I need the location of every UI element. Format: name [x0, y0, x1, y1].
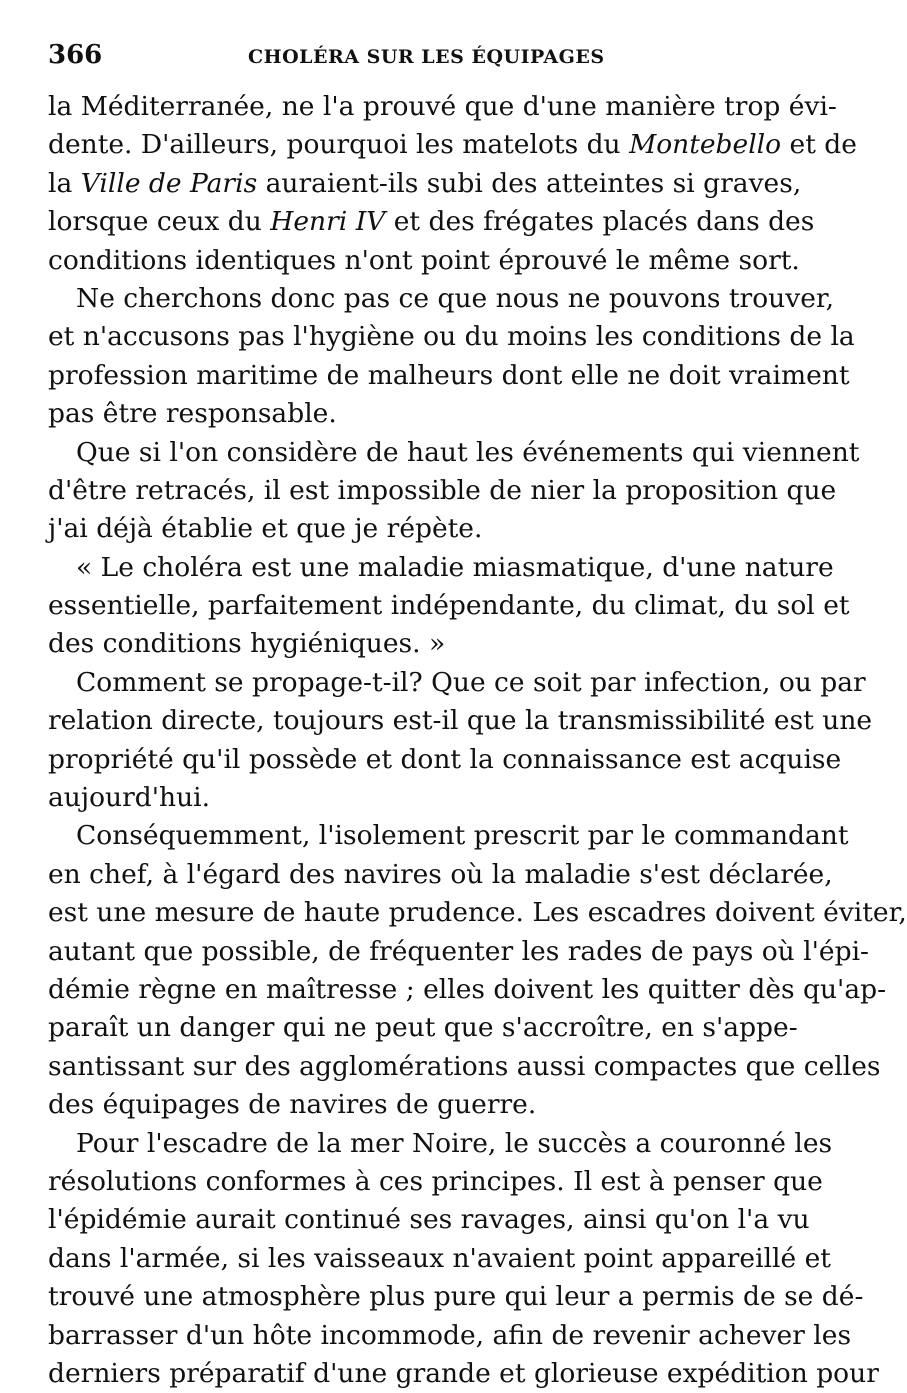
line-text: barrasser d'un hôte incommode, afin de revenir achever les — [48, 1319, 852, 1351]
line-text: en chef, à l'égard des navires où la maladie s'est déclarée, — [48, 858, 833, 890]
text-line — [48, 625, 762, 663]
line-text: la Méditerranée, ne l'a prouvé que d'une manière trop évi- — [48, 91, 837, 122]
body-text — [48, 88, 907, 1393]
line-text: aujourd'hui. — [48, 782, 211, 814]
line-text: résolutions conformes à ces principes. Il est à penser que — [48, 1165, 823, 1197]
text-line — [48, 1355, 879, 1393]
line-text: « Le choléra est une maladie miasmatique, d'une nature — [76, 551, 834, 583]
line-text: Comment se propage-t-il? Que ce soit par infection, ou par — [76, 666, 866, 698]
line-text: est une mesure de haute prudence. Les escadres doivent éviter, — [48, 897, 907, 929]
text-line — [48, 357, 850, 395]
line-text: propriété qu'il possède et dont la connaissance est acquise — [48, 743, 842, 775]
line-text: des conditions hygiéniques. » — [48, 628, 446, 660]
line-text: des équipages de navires de guerre. — [48, 1089, 537, 1121]
line-text: l'épidémie aurait continué ses ravages, ainsi qu'on l'a vu — [48, 1204, 810, 1236]
line-text: essentielle, parfaitement indépendante, du climat, du sol et — [48, 590, 850, 622]
text-line — [48, 472, 837, 510]
text-line — [48, 1086, 762, 1124]
text-line — [48, 1201, 810, 1239]
line-text: dente. D'ailleurs, pourquoi les matelots du — [48, 129, 621, 161]
line-text: d'être retracés, il est impossible de nier la proposition que — [48, 474, 837, 506]
text-line — [48, 280, 835, 318]
line-text: Conséquemment, l'isolement prescrit par le commandant — [76, 820, 849, 852]
text-line — [48, 510, 762, 548]
text-line — [48, 126, 857, 164]
text-line — [48, 702, 873, 740]
text-line — [48, 894, 907, 932]
line-text: et n'accusons pas l'hygiène ou du moins les conditions de la — [48, 321, 855, 353]
line-text: Pour l'escadre de la mer Noire, le succès a couronné les — [76, 1127, 833, 1159]
text-line — [48, 933, 870, 971]
text-line — [48, 88, 837, 126]
line-text: lorsque ceux du — [48, 206, 262, 238]
text-line — [48, 1240, 831, 1278]
text-line — [48, 741, 842, 779]
line-text: la — [48, 167, 73, 199]
italic-title: Henri IV — [270, 206, 386, 238]
line-text: auraient-ils subi des atteintes si graves, — [265, 167, 802, 199]
text-line — [48, 664, 866, 702]
text-line — [48, 242, 800, 280]
text-line — [48, 971, 887, 1009]
text-line — [48, 817, 849, 855]
line-text: et des frégates placés dans des — [393, 206, 815, 238]
text-line — [48, 1048, 881, 1086]
line-text: et de — [789, 129, 857, 161]
text-line — [48, 1278, 864, 1316]
line-text: profession maritime de malheurs dont elle ne doit vraiment — [48, 359, 850, 391]
text-line — [48, 779, 762, 817]
line-text: dans l'armée, si les vaisseaux n'avaient point appareillé et — [48, 1242, 831, 1274]
text-line — [48, 1009, 798, 1047]
text-line — [48, 434, 860, 472]
italic-title: Montebello — [629, 129, 782, 161]
line-text: paraît un danger qui ne peut que s'accroître, en s'appe- — [48, 1012, 798, 1044]
page-number: 366 — [48, 40, 103, 70]
line-text: Ne cherchons donc pas ce que nous ne pouvons trouver, — [76, 282, 835, 314]
line-text: conditions identiques n'ont point éprouvé le même sort. — [48, 244, 800, 276]
page-header — [48, 40, 762, 82]
text-line — [48, 856, 833, 894]
text-line — [48, 203, 815, 241]
line-text: relation directe, toujours est-il que la transmissibilité est une — [48, 705, 873, 737]
text-line — [48, 395, 762, 433]
text-line — [48, 1125, 833, 1163]
line-text: trouvé une atmosphère plus pure qui leur a permis de se dé- — [48, 1281, 864, 1313]
line-text: pas être responsable. — [48, 398, 337, 430]
italic-title: Ville de Paris — [80, 167, 258, 199]
line-text: derniers préparatif d'une grande et glorieuse expédition pour — [48, 1357, 879, 1389]
text-line — [48, 549, 834, 587]
line-text: Que si l'on considère de haut les événements qui viennent — [76, 436, 860, 468]
line-text: santissant sur des agglomérations aussi compactes que celles — [48, 1050, 881, 1082]
line-text: j'ai déjà établie et que je répète. — [48, 513, 483, 545]
text-line — [48, 1317, 852, 1355]
line-text: démie règne en maîtresse ; elles doivent les quitter dès qu'ap- — [48, 973, 887, 1005]
running-title: CHOLÉRA SUR LES ÉQUIPAGES — [248, 46, 605, 68]
text-line — [48, 318, 855, 356]
line-text: autant que possible, de fréquenter les rades de pays où l'épi- — [48, 935, 870, 967]
text-line — [48, 1163, 823, 1201]
text-line — [48, 587, 850, 625]
text-line — [48, 165, 802, 203]
